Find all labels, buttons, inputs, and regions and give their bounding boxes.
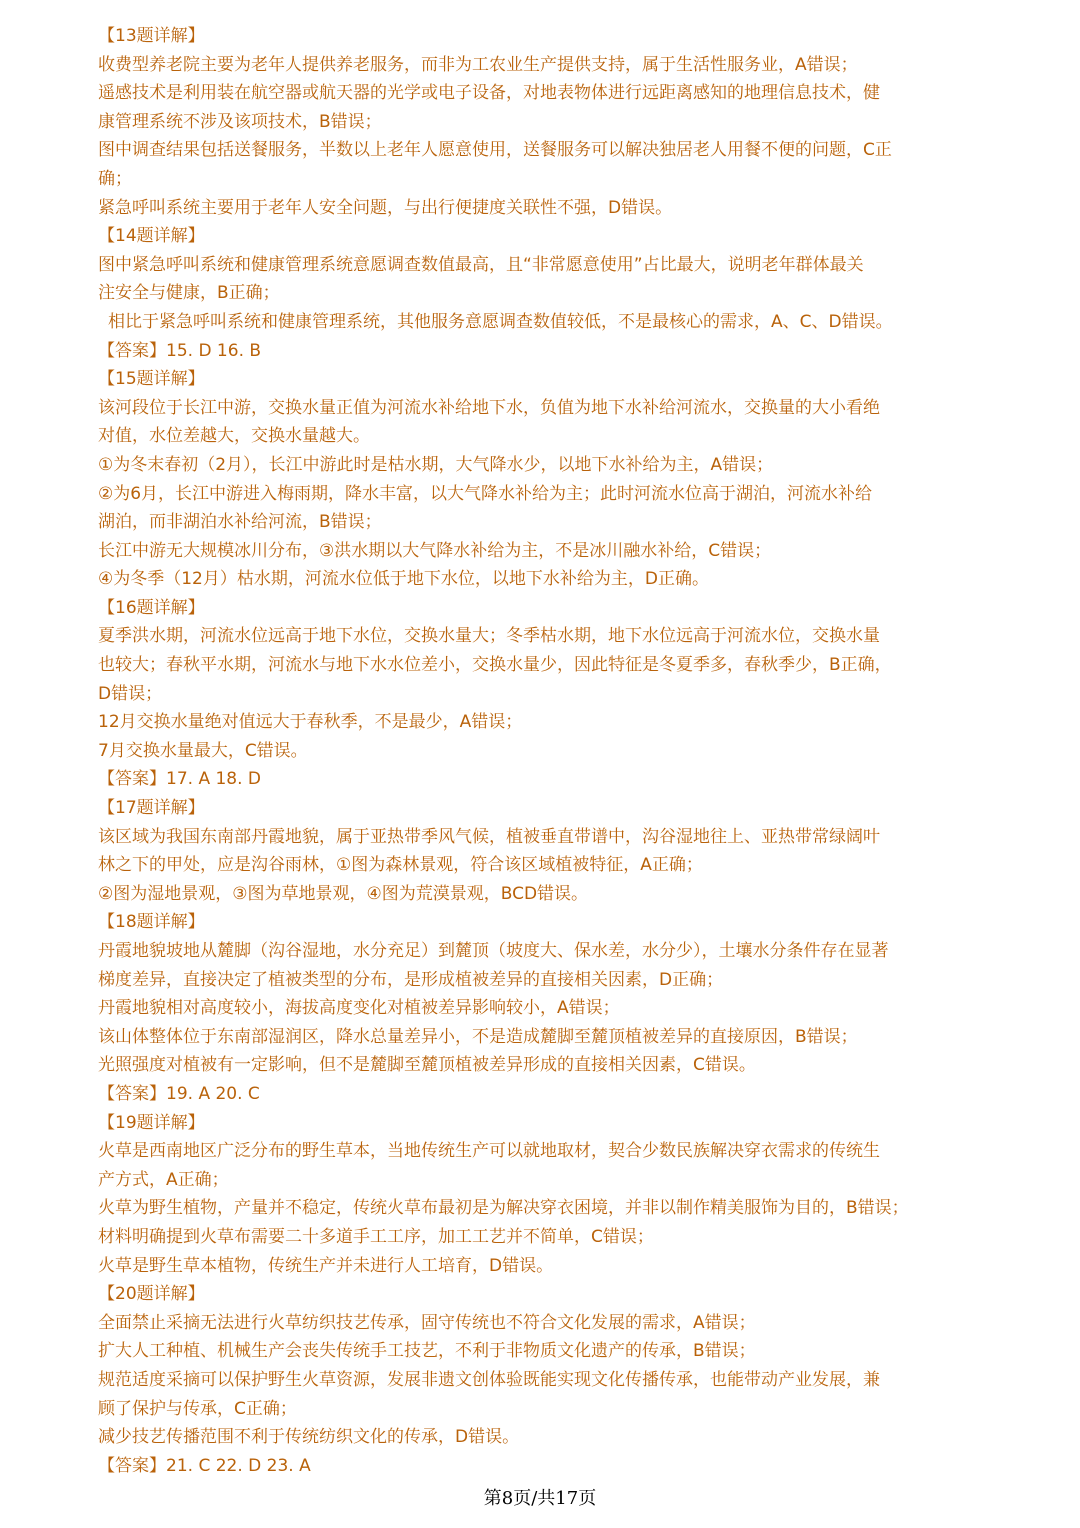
text-line: 该山体整体位于东南部湿润区，降水总量差异小，不是造成麓脚至麓顶植被差异的直接原因，B错误； [98,1026,858,1047]
section-heading-15: 【15题详解】 [98,369,205,390]
text-line: ②为6月，长江中游进入梅雨期，降水丰富，以大气降水补给为主；此时河流水位高于湖泊，河流水补给 [98,483,873,504]
text-line: 丹霞地貌相对高度较小，海拔高度变化对植被差异影响较小，A错误； [98,998,620,1019]
text-line: 规范适度采摘可以保护野生火草资源，发展非遗文创体验既能实现文化传播传承，也能带动产业发展，兼 [98,1369,880,1390]
text-line: 火草是西南地区广泛分布的野生草本，当地传统生产可以就地取材，契合少数民族解决穿衣需求的传统生 [98,1141,880,1162]
text-line: 林之下的甲处，应是沟谷雨林，①图为森林景观，符合该区域植被特征，A正确； [98,855,703,876]
text-line: 收费型养老院主要为老年人提供养老服务，而非为工农业生产提供支持，属于生活性服务业，A错误； [98,54,858,75]
text-line: ④为冬季（12月）枯水期，河流水位低于地下水位，以地下水补给为主，D正确。 [98,569,709,590]
section-heading-18: 【18题详解】 [98,912,205,933]
text-line: 对值，水位差越大，交换水量越大。 [98,426,370,447]
text-line: 12月交换水量绝对值远大于春秋季，不是最少，A错误； [98,712,523,733]
section-heading-17: 【17题详解】 [98,798,205,819]
text-line: 丹霞地貌坡地从麓脚（沟谷湿地，水分充足）到麓顶（坡度大、保水差，水分少），土壤水分条件存在显著 [98,941,889,961]
text-line: 也较大；春秋平水期，河流水与地下水水位差小，交换水量少，因此特征是冬夏季多，春秋季少，B正确， [98,655,892,676]
text-line: 遥感技术是利用装在航空器或航天器的光学或电子设备，对地表物体进行远距离感知的地理信息技术，健 [98,83,880,104]
text-line: 材料明确提到火草布需要二十多道手工工序，加工工艺并不简单，C错误； [98,1226,654,1247]
answer-line-15-16: 【答案】15. D 16. B [98,340,262,361]
text-line: 图中紧急呼叫系统和健康管理系统意愿调查数值最高，且“非常愿意使用”占比最大，说明老年群体最关 [98,254,864,275]
answer-line-17-18: 【答案】17. A 18. D [98,769,262,790]
section-heading-13: 【13题详解】 [98,26,205,46]
answer-explanations [98,22,993,1480]
text-line: 该河段位于长江中游，交换水量正值为河流水补给地下水，负值为地下水补给河流水，交换量的大小看绝 [98,397,880,418]
section-heading-14: 【14题详解】 [98,226,205,247]
text-line: 紧急呼叫系统主要用于老年人安全问题，与出行便捷度关联性不强，D错误。 [98,197,673,218]
text-line: 图中调查结果包括送餐服务，半数以上老年人愿意使用，送餐服务可以解决独居老人用餐不便的问题，C正 [98,140,892,161]
section-heading-19: 【19题详解】 [98,1112,205,1133]
text-line: ①为冬末春初（2月），长江中游此时是枯水期，大气降水少，以地下水补给为主，A错误； [98,454,774,475]
text-line: 火草为野生植物，产量并不稳定，传统火草布最初是为解决穿衣困境，并非以制作精美服饰为目的，B错误； [98,1198,909,1219]
text-line: 梯度差异，直接决定了植被类型的分布，是形成植被差异的直接相关因素，D正确； [98,969,724,990]
answer-line-19-20: 【答案】19. A 20. C [98,1083,260,1104]
text-line: 火草是野生草本植物，传统生产并未进行人工培育，D错误。 [98,1255,554,1276]
text-line: 扩大人工种植、机械生产会丧失传统手工技艺，不利于非物质文化遗产的传承，B错误； [98,1341,756,1362]
text-line: 相比于紧急呼叫系统和健康管理系统，其他服务意愿调查数值较低，不是最核心的需求，A、C、D错误。 [108,311,893,332]
text-line: 注安全与健康，B正确； [98,283,280,304]
text-line: 确； [98,168,132,189]
text-line: 该区域为我国东南部丹霞地貌，属于亚热带季风气候，植被垂直带谱中，沟谷湿地往上、亚热带常绿阔叶 [98,826,880,847]
text-line: 夏季洪水期，河流水位远高于地下水位，交换水量大；冬季枯水期，地下水位远高于河流水位，交换水量 [98,626,880,647]
page-number: 第8页/共17页 [483,1488,597,1509]
text-line: 顾了保护与传承，C正确； [98,1398,297,1419]
text-line: ②图为湿地景观，③图为草地景观，④图为荒漠景观，BCD错误。 [98,883,589,904]
text-line: 湖泊，而非湖泊水补给河流，B错误； [98,512,382,533]
text-line: 康管理系统不涉及该项技术，B错误； [98,111,382,132]
section-heading-16: 【16题详解】 [98,597,205,618]
text-line: D错误； [98,683,163,704]
text-line: 7月交换水量最大，C错误。 [98,740,308,761]
text-line: 减少技艺传播范围不利于传统纺织文化的传承，D错误。 [98,1427,520,1448]
text-line: 产方式，A正确； [98,1169,229,1190]
section-heading-20: 【20题详解】 [98,1284,205,1305]
answer-line-21-23: 【答案】21. C 22. D 23. A [98,1455,311,1476]
text-line: 长江中游无大规模冰川分布，③洪水期以大气降水补给为主，不是冰川融水补给，C错误； [98,540,772,561]
text-line: 全面禁止采摘无法进行火草纺织技艺传承，固守传统也不符合文化发展的需求，A错误； [98,1312,756,1333]
text-line: 光照强度对植被有一定影响，但不是麓脚至麓顶植被差异形成的直接相关因素，C错误。 [98,1055,756,1076]
